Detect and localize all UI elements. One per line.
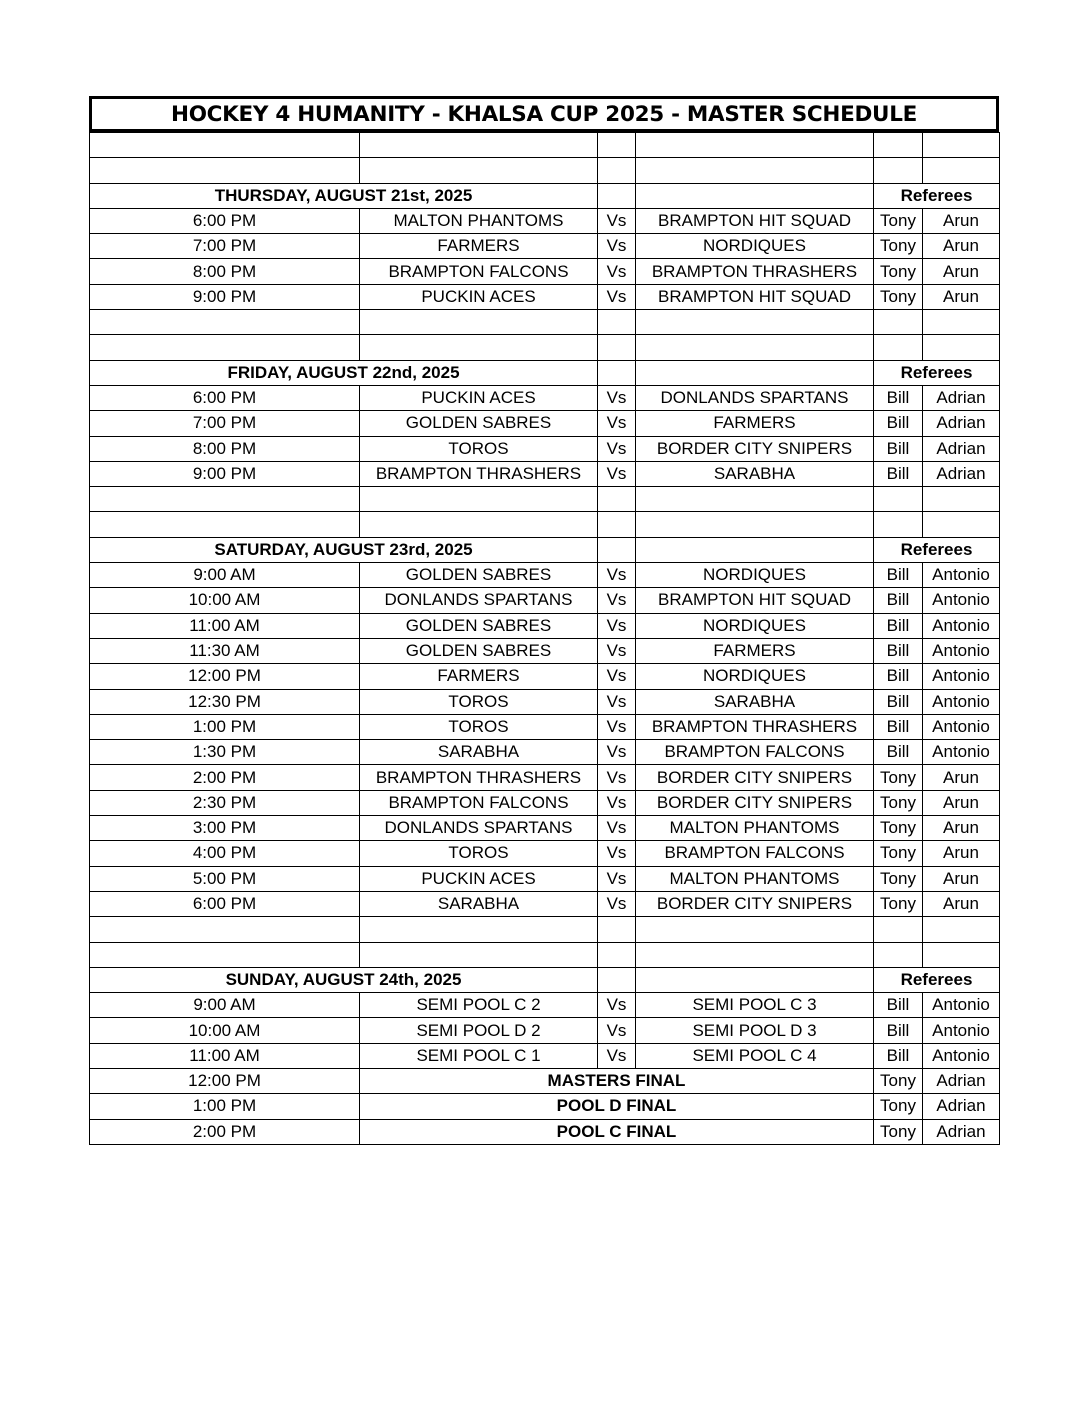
away-team: BRAMPTON THRASHERS bbox=[636, 714, 874, 739]
referee-2: Adrian bbox=[923, 411, 1000, 436]
empty-cell bbox=[360, 487, 598, 512]
schedule-title: HOCKEY 4 HUMANITY - KHALSA CUP 2025 - MASTER SCHEDULE bbox=[89, 96, 999, 132]
vs-label: Vs bbox=[598, 284, 636, 309]
game-time: 3:00 PM bbox=[90, 816, 360, 841]
spacer-row bbox=[90, 512, 1000, 537]
referee-2: Arun bbox=[923, 866, 1000, 891]
day-heading: FRIDAY, AUGUST 22nd, 2025 bbox=[90, 360, 598, 385]
home-team: BRAMPTON THRASHERS bbox=[360, 765, 598, 790]
empty-cell bbox=[90, 487, 360, 512]
empty-cell bbox=[360, 158, 598, 183]
away-team: BRAMPTON HIT SQUAD bbox=[636, 284, 874, 309]
referee-2: Antonio bbox=[923, 1043, 1000, 1068]
away-team: NORDIQUES bbox=[636, 664, 874, 689]
game-row bbox=[90, 411, 1000, 436]
empty-cell bbox=[598, 310, 636, 335]
final-label: MASTERS FINAL bbox=[360, 1068, 874, 1093]
game-time: 7:00 PM bbox=[90, 234, 360, 259]
referee-1: Tony bbox=[874, 816, 923, 841]
game-row bbox=[90, 385, 1000, 410]
referee-1: Tony bbox=[874, 259, 923, 284]
referee-2: Arun bbox=[923, 841, 1000, 866]
home-team: SEMI POOL C 1 bbox=[360, 1043, 598, 1068]
referee-1: Bill bbox=[874, 461, 923, 486]
home-team: GOLDEN SABRES bbox=[360, 563, 598, 588]
empty-cell bbox=[636, 942, 874, 967]
referee-2: Adrian bbox=[923, 436, 1000, 461]
referee-1: Bill bbox=[874, 664, 923, 689]
away-team: BORDER CITY SNIPERS bbox=[636, 765, 874, 790]
home-team: TOROS bbox=[360, 841, 598, 866]
final-label: POOL D FINAL bbox=[360, 1094, 874, 1119]
referee-2: Arun bbox=[923, 790, 1000, 815]
empty-cell bbox=[874, 942, 923, 967]
referee-2: Arun bbox=[923, 816, 1000, 841]
empty-cell bbox=[636, 512, 874, 537]
away-team: SARABHA bbox=[636, 689, 874, 714]
empty-cell bbox=[636, 133, 874, 158]
empty-cell bbox=[923, 512, 1000, 537]
day-header-row bbox=[90, 537, 1000, 562]
game-row bbox=[90, 816, 1000, 841]
empty-cell bbox=[636, 335, 874, 360]
home-team: DONLANDS SPARTANS bbox=[360, 816, 598, 841]
schedule-table bbox=[89, 132, 1000, 1145]
game-row bbox=[90, 208, 1000, 233]
home-team: TOROS bbox=[360, 689, 598, 714]
vs-label: Vs bbox=[598, 891, 636, 916]
referee-1: Bill bbox=[874, 436, 923, 461]
referee-1: Bill bbox=[874, 613, 923, 638]
spacer-row bbox=[90, 310, 1000, 335]
home-team: SEMI POOL D 2 bbox=[360, 1018, 598, 1043]
home-team: PUCKIN ACES bbox=[360, 385, 598, 410]
empty-cell bbox=[598, 183, 636, 208]
empty-cell bbox=[923, 917, 1000, 942]
schedule-sheet bbox=[89, 96, 999, 1145]
day-header-row bbox=[90, 360, 1000, 385]
referee-1: Tony bbox=[874, 790, 923, 815]
game-row bbox=[90, 790, 1000, 815]
referee-1: Bill bbox=[874, 993, 923, 1018]
empty-cell bbox=[874, 133, 923, 158]
empty-cell bbox=[636, 310, 874, 335]
vs-label: Vs bbox=[598, 790, 636, 815]
day-heading: SUNDAY, AUGUST 24th, 2025 bbox=[90, 967, 598, 992]
empty-cell bbox=[90, 133, 360, 158]
final-label: POOL C FINAL bbox=[360, 1119, 874, 1144]
empty-cell bbox=[598, 942, 636, 967]
vs-label: Vs bbox=[598, 234, 636, 259]
referee-1: Tony bbox=[874, 1119, 923, 1144]
empty-cell bbox=[923, 158, 1000, 183]
away-team: BRAMPTON FALCONS bbox=[636, 740, 874, 765]
referee-2: Adrian bbox=[923, 385, 1000, 410]
game-row bbox=[90, 588, 1000, 613]
vs-label: Vs bbox=[598, 638, 636, 663]
referee-2: Antonio bbox=[923, 740, 1000, 765]
referee-2: Antonio bbox=[923, 588, 1000, 613]
away-team: NORDIQUES bbox=[636, 563, 874, 588]
game-row bbox=[90, 638, 1000, 663]
referee-1: Tony bbox=[874, 866, 923, 891]
referee-2: Antonio bbox=[923, 563, 1000, 588]
game-time: 2:30 PM bbox=[90, 790, 360, 815]
vs-label: Vs bbox=[598, 993, 636, 1018]
away-team: BRAMPTON FALCONS bbox=[636, 841, 874, 866]
away-team: BRAMPTON THRASHERS bbox=[636, 259, 874, 284]
game-time: 2:00 PM bbox=[90, 765, 360, 790]
home-team: SARABHA bbox=[360, 740, 598, 765]
game-time: 1:00 PM bbox=[90, 1094, 360, 1119]
final-row bbox=[90, 1068, 1000, 1093]
empty-cell bbox=[90, 158, 360, 183]
referee-1: Bill bbox=[874, 1043, 923, 1068]
game-time: 8:00 PM bbox=[90, 436, 360, 461]
referee-2: Arun bbox=[923, 208, 1000, 233]
home-team: GOLDEN SABRES bbox=[360, 411, 598, 436]
vs-label: Vs bbox=[598, 385, 636, 410]
empty-cell bbox=[874, 512, 923, 537]
away-team: BRAMPTON HIT SQUAD bbox=[636, 208, 874, 233]
game-row bbox=[90, 891, 1000, 916]
empty-cell bbox=[360, 310, 598, 335]
empty-cell bbox=[636, 967, 874, 992]
game-time: 6:00 PM bbox=[90, 208, 360, 233]
referee-1: Tony bbox=[874, 208, 923, 233]
empty-cell bbox=[598, 335, 636, 360]
referee-1: Bill bbox=[874, 1018, 923, 1043]
away-team: NORDIQUES bbox=[636, 613, 874, 638]
spacer-row bbox=[90, 942, 1000, 967]
vs-label: Vs bbox=[598, 1018, 636, 1043]
day-header-row bbox=[90, 183, 1000, 208]
away-team: NORDIQUES bbox=[636, 234, 874, 259]
vs-label: Vs bbox=[598, 765, 636, 790]
home-team: SEMI POOL C 2 bbox=[360, 993, 598, 1018]
away-team: BORDER CITY SNIPERS bbox=[636, 790, 874, 815]
away-team: BORDER CITY SNIPERS bbox=[636, 436, 874, 461]
referee-2: Antonio bbox=[923, 689, 1000, 714]
empty-cell bbox=[360, 335, 598, 360]
referee-2: Antonio bbox=[923, 1018, 1000, 1043]
vs-label: Vs bbox=[598, 841, 636, 866]
vs-label: Vs bbox=[598, 816, 636, 841]
home-team: FARMERS bbox=[360, 664, 598, 689]
home-team: BRAMPTON THRASHERS bbox=[360, 461, 598, 486]
empty-cell bbox=[598, 360, 636, 385]
referee-2: Antonio bbox=[923, 613, 1000, 638]
spacer-row bbox=[90, 487, 1000, 512]
referee-1: Bill bbox=[874, 588, 923, 613]
final-row bbox=[90, 1094, 1000, 1119]
empty-cell bbox=[874, 335, 923, 360]
home-team: MALTON PHANTOMS bbox=[360, 208, 598, 233]
away-team: BRAMPTON HIT SQUAD bbox=[636, 588, 874, 613]
game-row bbox=[90, 664, 1000, 689]
day-header-row bbox=[90, 967, 1000, 992]
game-time: 9:00 PM bbox=[90, 461, 360, 486]
away-team: SARABHA bbox=[636, 461, 874, 486]
referee-2: Antonio bbox=[923, 638, 1000, 663]
game-time: 9:00 PM bbox=[90, 284, 360, 309]
home-team: SARABHA bbox=[360, 891, 598, 916]
empty-cell bbox=[636, 360, 874, 385]
game-time: 6:00 PM bbox=[90, 891, 360, 916]
game-row bbox=[90, 284, 1000, 309]
game-row bbox=[90, 993, 1000, 1018]
game-time: 12:00 PM bbox=[90, 664, 360, 689]
game-row bbox=[90, 765, 1000, 790]
game-time: 9:00 AM bbox=[90, 563, 360, 588]
referee-1: Bill bbox=[874, 689, 923, 714]
referee-2: Adrian bbox=[923, 1068, 1000, 1093]
empty-cell bbox=[598, 967, 636, 992]
referee-1: Tony bbox=[874, 765, 923, 790]
empty-cell bbox=[636, 183, 874, 208]
empty-cell bbox=[90, 512, 360, 537]
empty-cell bbox=[90, 917, 360, 942]
referee-2: Arun bbox=[923, 891, 1000, 916]
game-row bbox=[90, 259, 1000, 284]
referees-heading: Referees bbox=[874, 537, 1000, 562]
game-time: 12:30 PM bbox=[90, 689, 360, 714]
referee-1: Bill bbox=[874, 411, 923, 436]
away-team: FARMERS bbox=[636, 411, 874, 436]
referee-1: Tony bbox=[874, 234, 923, 259]
empty-cell bbox=[598, 133, 636, 158]
referee-1: Bill bbox=[874, 563, 923, 588]
game-row bbox=[90, 740, 1000, 765]
home-team: BRAMPTON FALCONS bbox=[360, 259, 598, 284]
game-time: 10:00 AM bbox=[90, 1018, 360, 1043]
referee-2: Adrian bbox=[923, 461, 1000, 486]
referee-1: Bill bbox=[874, 714, 923, 739]
game-row bbox=[90, 461, 1000, 486]
referee-2: Antonio bbox=[923, 664, 1000, 689]
empty-cell bbox=[874, 917, 923, 942]
vs-label: Vs bbox=[598, 563, 636, 588]
referees-heading: Referees bbox=[874, 183, 1000, 208]
empty-cell bbox=[923, 310, 1000, 335]
game-time: 5:00 PM bbox=[90, 866, 360, 891]
referee-2: Adrian bbox=[923, 1094, 1000, 1119]
vs-label: Vs bbox=[598, 588, 636, 613]
game-time: 11:00 AM bbox=[90, 1043, 360, 1068]
vs-label: Vs bbox=[598, 613, 636, 638]
referee-1: Tony bbox=[874, 841, 923, 866]
empty-cell bbox=[636, 158, 874, 183]
empty-cell bbox=[636, 487, 874, 512]
spacer-row bbox=[90, 133, 1000, 158]
empty-cell bbox=[874, 158, 923, 183]
referee-2: Antonio bbox=[923, 714, 1000, 739]
home-team: PUCKIN ACES bbox=[360, 866, 598, 891]
away-team: FARMERS bbox=[636, 638, 874, 663]
home-team: PUCKIN ACES bbox=[360, 284, 598, 309]
empty-cell bbox=[923, 133, 1000, 158]
game-time: 1:30 PM bbox=[90, 740, 360, 765]
away-team: SEMI POOL C 4 bbox=[636, 1043, 874, 1068]
empty-cell bbox=[90, 310, 360, 335]
game-time: 4:00 PM bbox=[90, 841, 360, 866]
game-row bbox=[90, 689, 1000, 714]
referee-2: Arun bbox=[923, 284, 1000, 309]
game-time: 11:30 AM bbox=[90, 638, 360, 663]
home-team: DONLANDS SPARTANS bbox=[360, 588, 598, 613]
referee-1: Bill bbox=[874, 740, 923, 765]
day-heading: SATURDAY, AUGUST 23rd, 2025 bbox=[90, 537, 598, 562]
empty-cell bbox=[90, 942, 360, 967]
vs-label: Vs bbox=[598, 689, 636, 714]
game-time: 7:00 PM bbox=[90, 411, 360, 436]
away-team: DONLANDS SPARTANS bbox=[636, 385, 874, 410]
game-row bbox=[90, 841, 1000, 866]
home-team: GOLDEN SABRES bbox=[360, 638, 598, 663]
vs-label: Vs bbox=[598, 740, 636, 765]
empty-cell bbox=[598, 917, 636, 942]
empty-cell bbox=[598, 537, 636, 562]
empty-cell bbox=[636, 537, 874, 562]
empty-cell bbox=[360, 942, 598, 967]
vs-label: Vs bbox=[598, 866, 636, 891]
home-team: GOLDEN SABRES bbox=[360, 613, 598, 638]
referee-2: Arun bbox=[923, 234, 1000, 259]
away-team: BORDER CITY SNIPERS bbox=[636, 891, 874, 916]
referee-2: Arun bbox=[923, 259, 1000, 284]
game-row bbox=[90, 234, 1000, 259]
game-time: 2:00 PM bbox=[90, 1119, 360, 1144]
empty-cell bbox=[90, 335, 360, 360]
empty-cell bbox=[923, 487, 1000, 512]
vs-label: Vs bbox=[598, 1043, 636, 1068]
referee-2: Adrian bbox=[923, 1119, 1000, 1144]
referees-heading: Referees bbox=[874, 967, 1000, 992]
referee-1: Tony bbox=[874, 891, 923, 916]
game-time: 1:00 PM bbox=[90, 714, 360, 739]
empty-cell bbox=[636, 917, 874, 942]
referee-2: Arun bbox=[923, 765, 1000, 790]
spacer-row bbox=[90, 917, 1000, 942]
referee-1: Tony bbox=[874, 1094, 923, 1119]
game-row bbox=[90, 1043, 1000, 1068]
home-team: BRAMPTON FALCONS bbox=[360, 790, 598, 815]
empty-cell bbox=[598, 487, 636, 512]
away-team: MALTON PHANTOMS bbox=[636, 866, 874, 891]
empty-cell bbox=[923, 335, 1000, 360]
referee-1: Tony bbox=[874, 1068, 923, 1093]
game-row bbox=[90, 563, 1000, 588]
vs-label: Vs bbox=[598, 259, 636, 284]
empty-cell bbox=[923, 942, 1000, 967]
referee-1: Bill bbox=[874, 638, 923, 663]
referees-heading: Referees bbox=[874, 360, 1000, 385]
empty-cell bbox=[598, 512, 636, 537]
empty-cell bbox=[360, 917, 598, 942]
game-time: 10:00 AM bbox=[90, 588, 360, 613]
game-time: 9:00 AM bbox=[90, 993, 360, 1018]
vs-label: Vs bbox=[598, 664, 636, 689]
empty-cell bbox=[360, 133, 598, 158]
spacer-row bbox=[90, 158, 1000, 183]
spacer-row bbox=[90, 335, 1000, 360]
game-row bbox=[90, 714, 1000, 739]
game-time: 8:00 PM bbox=[90, 259, 360, 284]
referee-1: Bill bbox=[874, 385, 923, 410]
final-row bbox=[90, 1119, 1000, 1144]
game-row bbox=[90, 866, 1000, 891]
game-time: 6:00 PM bbox=[90, 385, 360, 410]
referee-2: Antonio bbox=[923, 993, 1000, 1018]
home-team: FARMERS bbox=[360, 234, 598, 259]
game-time: 12:00 PM bbox=[90, 1068, 360, 1093]
game-row bbox=[90, 613, 1000, 638]
empty-cell bbox=[598, 158, 636, 183]
game-row bbox=[90, 436, 1000, 461]
vs-label: Vs bbox=[598, 411, 636, 436]
game-time: 11:00 AM bbox=[90, 613, 360, 638]
away-team: SEMI POOL C 3 bbox=[636, 993, 874, 1018]
game-row bbox=[90, 1018, 1000, 1043]
away-team: MALTON PHANTOMS bbox=[636, 816, 874, 841]
home-team: TOROS bbox=[360, 436, 598, 461]
referee-1: Tony bbox=[874, 284, 923, 309]
empty-cell bbox=[874, 310, 923, 335]
empty-cell bbox=[874, 487, 923, 512]
vs-label: Vs bbox=[598, 208, 636, 233]
vs-label: Vs bbox=[598, 461, 636, 486]
vs-label: Vs bbox=[598, 714, 636, 739]
empty-cell bbox=[360, 512, 598, 537]
home-team: TOROS bbox=[360, 714, 598, 739]
away-team: SEMI POOL D 3 bbox=[636, 1018, 874, 1043]
day-heading: THURSDAY, AUGUST 21st, 2025 bbox=[90, 183, 598, 208]
vs-label: Vs bbox=[598, 436, 636, 461]
